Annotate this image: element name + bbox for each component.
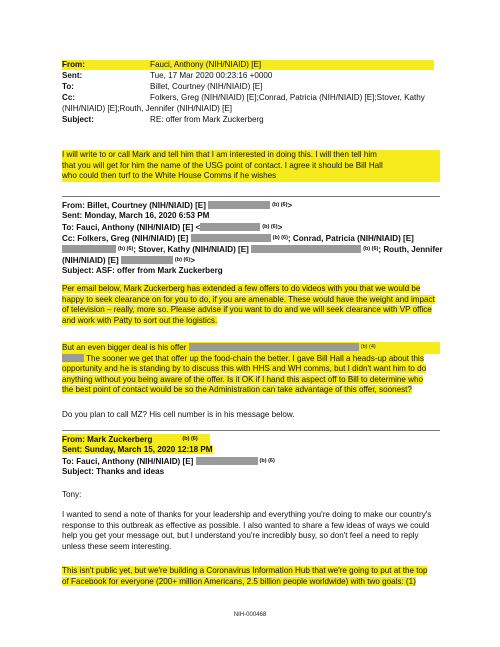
header3-to: To: Fauci, Anthony (NIH/NIAID) [E] $^{(b) (6)}$ <box>62 457 275 466</box>
header1-subject-row: Subject: RE: offer from Mark Zuckerberg <box>62 115 264 124</box>
from-label: From: <box>62 60 85 69</box>
info-hub-paragraph: This isn't public yet, but we're building a Coronavirus Information Hub that we're going to put at the top of Facebook for everyone (200+ million Americans, 2.5 billion people worldwide) with two goals: (1) <box>62 566 428 586</box>
bigger-deal-paragraph: But an even bigger deal is his offer $^{(b) (4)}$ The sooner we get that offer up the food-chain the better. I gave Bill Hall a heads-up about this opportunity and he is standing by to discuss this with HHS and WH comms, but I didn't want him to do anything without you being aware of the offer. Is it OK if I hand this aspect off to Bill to determine who the best point of contact would be so the Administration can take advantage of this offer, soonest? <box>62 342 440 396</box>
call-mz-question: Do you plan to call MZ? His cell number is in his message below. <box>62 410 295 419</box>
subject-value: RE: offer from Mark Zuckerberg <box>150 115 264 124</box>
header3-sent: Sent: Sunday, March 15, 2020 12:18 PM <box>62 445 213 454</box>
reply-paragraph: I will write to or call Mark and tell him that I am interested in doing this. I will then tell him that you will get for him the name of the USG point of contact. I agree it should be Bill Hall who could then turf to the White House Comms if he wishes <box>62 150 440 182</box>
cc-value: Folkers, Greg (NIH/NIAID) [E];Conrad, Patricia (NIH/NIAID) [E];Stover, Kathy <box>150 93 425 102</box>
header1-cc-row: Cc: Folkers, Greg (NIH/NIAID) [E];Conrad, Patricia (NIH/NIAID) [E];Stover, Kathy <box>62 93 425 102</box>
header2-cc3: (NIH/NIAID) [E] $^{(b) (6)}$> <box>62 256 195 265</box>
header3-from: From: Mark Zuckerberg $^{(b) (6)}$ <box>62 434 210 445</box>
clearance-paragraph: Per email below, Mark Zuckerberg has extended a few offers to do videos with you that we would be happy to seek clearance on for you to do, if you are amenable. These would have the weight and impact of television – really, more so. Please advise if you want to do and we will seek clearance with VP office and work with Patty to sort out the logistics. <box>62 284 435 325</box>
header1-from-row <box>62 60 434 70</box>
bates-number: NIH-000468 <box>233 612 267 618</box>
header2-cc: Cc: Folkers, Greg (NIH/NIAID) [E] $^{(b) (6)}$; Conrad, Patricia (NIH/NIAID) [E] <box>62 234 414 243</box>
header2-to: To: Fauci, Anthony (NIH/NIAID) [E] < $^{(b) (6)}$> <box>62 223 283 232</box>
header2-sent: Sent: Monday, March 16, 2020 6:53 PM <box>62 211 210 220</box>
greeting: Tony: <box>62 490 82 499</box>
header1-sent-row: Sent: Tue, 17 Mar 2020 00:23:16 +0000 <box>62 71 273 80</box>
from-value: Fauci, Anthony (NIH/NIAID) [E] <box>150 60 262 69</box>
header2-from: From: Billet, Courtney (NIH/NIAID) [E] $^{(b) (6)}$> <box>62 201 293 210</box>
divider <box>62 196 440 197</box>
header2-subject: Subject: ASF: offer from Mark Zuckerberg <box>62 266 223 275</box>
header3-subject: Subject: Thanks and ideas <box>62 467 165 476</box>
header1-to-row: To: Billet, Courtney (NIH/NIAID) [E] <box>62 82 263 91</box>
header2-cc2: $^{(b) (6)}$; Stover, Kathy (NIH/NIAID) [E] $^{(b) (6)}$; Routh, Jennifer <box>62 244 443 255</box>
header1-cc-row2: (NIH/NIAID) [E];Routh, Jennifer (NIH/NIAID) [E] <box>62 104 233 113</box>
thanks-paragraph: I wanted to send a note of thanks for your leadership and everything you're doing to make our country's response to this outbreak as effective as possible. I also wanted to share a few ideas of ways we could help you get your message out, but I understand you're incredibly busy, so don't feel a need to reply unless these seem interesting. <box>62 510 432 551</box>
to-value: Billet, Courtney (NIH/NIAID) [E] <box>150 82 263 91</box>
divider <box>62 430 440 431</box>
sent-value: Tue, 17 Mar 2020 00:23:16 +0000 <box>150 71 273 80</box>
